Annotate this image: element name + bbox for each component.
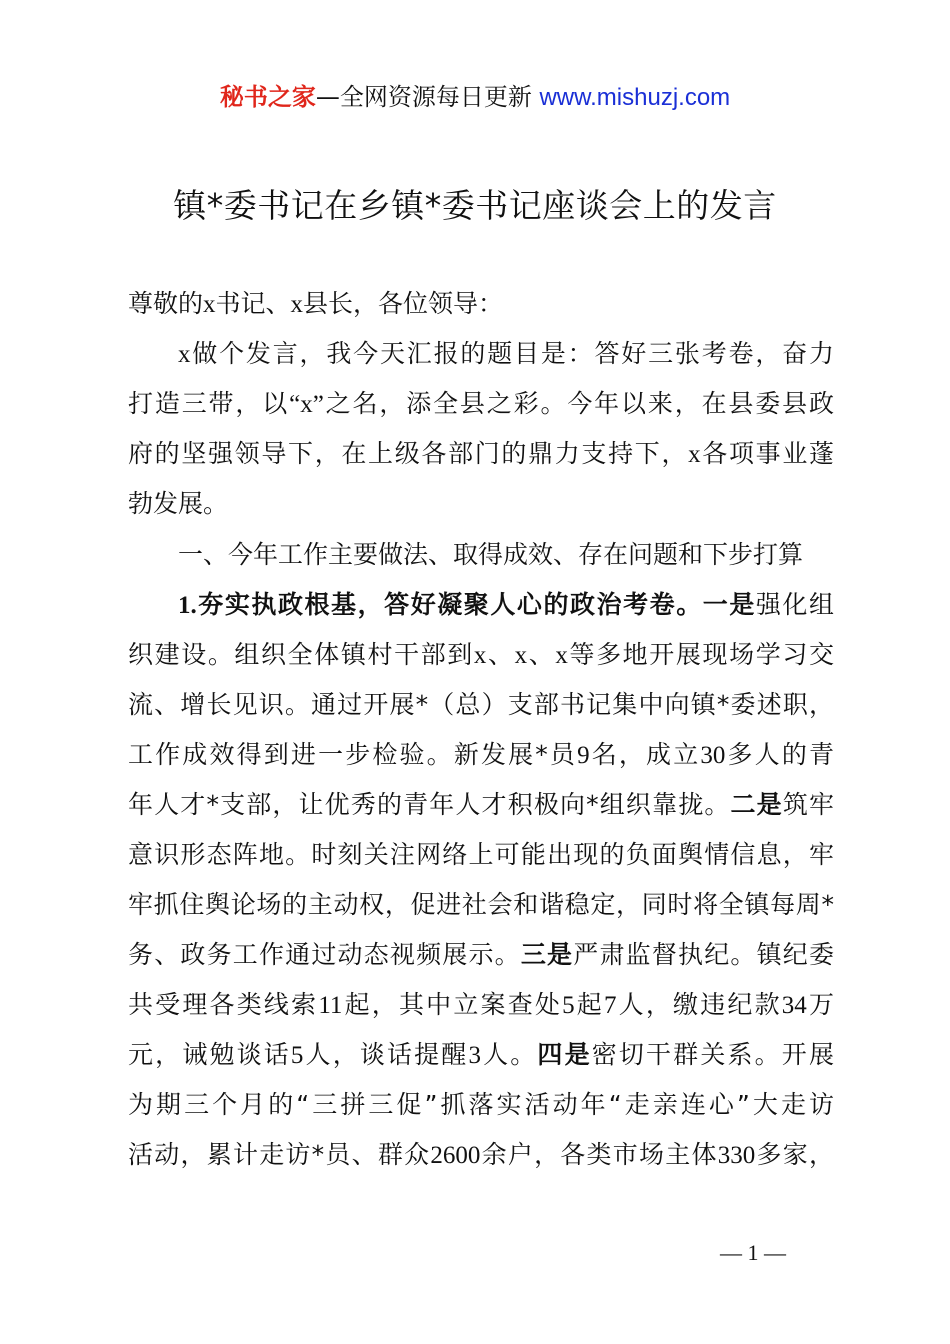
text-run: 打造三带，以 bbox=[128, 389, 290, 418]
text-run: 人，谈话提醒 bbox=[303, 1040, 469, 1069]
text-run: 二是 bbox=[730, 790, 783, 819]
text-run: 名，成立 bbox=[589, 740, 701, 769]
site-tagline: —全网资源每日更新 bbox=[315, 83, 532, 111]
text-run: 5 bbox=[562, 992, 575, 1019]
text-run: 余户，各类市场主体 bbox=[480, 1140, 718, 1169]
paragraph-line: 勃发展。 bbox=[128, 489, 229, 518]
text-run: 书记、 bbox=[215, 289, 291, 318]
text-run: 、 bbox=[486, 640, 515, 669]
text-run: x bbox=[473, 642, 487, 669]
text-run: 2600 bbox=[430, 1142, 481, 1169]
paragraph-line bbox=[178, 587, 834, 624]
text-run: 11 bbox=[318, 992, 343, 1019]
text-run: 起，其中立案查处 bbox=[342, 990, 563, 1019]
text-run: 各项事业蓬 bbox=[700, 439, 834, 468]
text-run: 密切干群关系。开展 bbox=[591, 1040, 834, 1069]
text-run: 做个发言，我今天汇报的题目是：答好三张考卷，奋力 bbox=[190, 339, 834, 368]
text-run: 四是 bbox=[537, 1040, 592, 1069]
text-run: 共受理各类线索 bbox=[128, 990, 319, 1019]
site-header bbox=[0, 80, 950, 115]
text-run: 5 bbox=[290, 1042, 304, 1069]
text-run: 工作成效得到进一步检验。新发展*员 bbox=[128, 740, 578, 769]
text-run: 万 bbox=[806, 990, 834, 1019]
text-run: 之名，添全县之彩。今年以来，在县委县政 bbox=[323, 389, 834, 418]
text-run: 严肃监督执纪。镇纪委 bbox=[573, 940, 834, 969]
text-run: 1. bbox=[178, 592, 197, 619]
text-run: x bbox=[688, 441, 701, 468]
paragraph-line bbox=[128, 436, 834, 473]
text-run: 等多地开展现场学习交 bbox=[567, 640, 834, 669]
text-run: 起 bbox=[574, 990, 604, 1019]
page-number: — 1 — bbox=[720, 1240, 786, 1265]
text-run: 34 bbox=[781, 992, 807, 1019]
text-run: 人，缴违纪款 bbox=[616, 990, 782, 1019]
text-run: 元，诫勉谈话 bbox=[128, 1040, 291, 1069]
text-run: 3 bbox=[468, 1042, 481, 1069]
paragraph-line bbox=[178, 336, 834, 373]
paragraph-line: 为期三个月的“三拼三促”抓落实活动年“走亲连心”大走访 bbox=[128, 1090, 834, 1119]
site-url[interactable]: www.mishuzj.com bbox=[539, 84, 731, 111]
text-run: “x” bbox=[289, 391, 324, 418]
document-title: 镇*委书记在乡镇*委书记座谈会上的发言 bbox=[173, 186, 777, 225]
text-run: 县长，各位领导： bbox=[303, 289, 504, 318]
paragraph-line: 意识形态阵地。时刻关注网络上可能出现的负面舆情信息，牢 bbox=[128, 840, 834, 869]
text-run: x bbox=[555, 642, 568, 669]
salutation bbox=[128, 286, 834, 323]
text-run: 务、政务工作通过动态视频展示。 bbox=[128, 940, 521, 969]
text-run: 330 bbox=[717, 1142, 756, 1169]
text-run: x bbox=[203, 291, 216, 318]
paragraph-line bbox=[128, 637, 834, 674]
text-run: 多人的青 bbox=[725, 740, 834, 769]
text-run: 年人才*支部，让优秀的青年人才积极向*组织靠拢。 bbox=[128, 790, 731, 819]
paragraph-line bbox=[128, 386, 834, 423]
paragraph-line bbox=[128, 987, 834, 1024]
paragraph-line bbox=[128, 1137, 834, 1174]
text-run: 9 bbox=[577, 742, 590, 769]
paragraph-line bbox=[128, 937, 834, 973]
text-run: 府的坚强领导下，在上级各部门的鼎力支持下， bbox=[128, 439, 689, 468]
text-run: x bbox=[290, 291, 304, 318]
paragraph-line: 牢抓住舆论场的主动权，促进社会和谐稳定，同时将全镇每周* bbox=[128, 890, 834, 919]
text-run: 夯实执政根基，答好凝聚人心的政治考卷。一是 bbox=[196, 590, 756, 619]
text-run: 三是 bbox=[520, 940, 574, 969]
text-run: 活动，累计走访*员、群众 bbox=[128, 1140, 431, 1169]
text-run: 人。 bbox=[480, 1040, 538, 1069]
paragraph-line bbox=[128, 1037, 834, 1074]
text-run: 、 bbox=[527, 640, 556, 669]
text-run: 织建设。组织全体镇村干部到 bbox=[128, 640, 474, 669]
text-run: 强化组 bbox=[755, 590, 834, 619]
section-heading: 一、今年工作主要做法、取得成效、存在问题和下步打算 bbox=[178, 540, 804, 569]
text-run: 30 bbox=[700, 742, 726, 769]
text-run: 筑牢 bbox=[782, 790, 834, 819]
text-run: x bbox=[178, 341, 191, 368]
text-run: x bbox=[514, 642, 528, 669]
site-brand: 秘书之家 bbox=[219, 83, 316, 111]
text-run: 尊敬的 bbox=[128, 289, 204, 318]
text-run: 7 bbox=[603, 992, 617, 1019]
paragraph-line bbox=[128, 737, 834, 774]
text-run: 多家， bbox=[755, 1140, 834, 1169]
paragraph-line bbox=[128, 787, 834, 823]
paragraph-line: 流、增长见识。通过开展*（总）支部书记集中向镇*委述职， bbox=[128, 690, 834, 719]
